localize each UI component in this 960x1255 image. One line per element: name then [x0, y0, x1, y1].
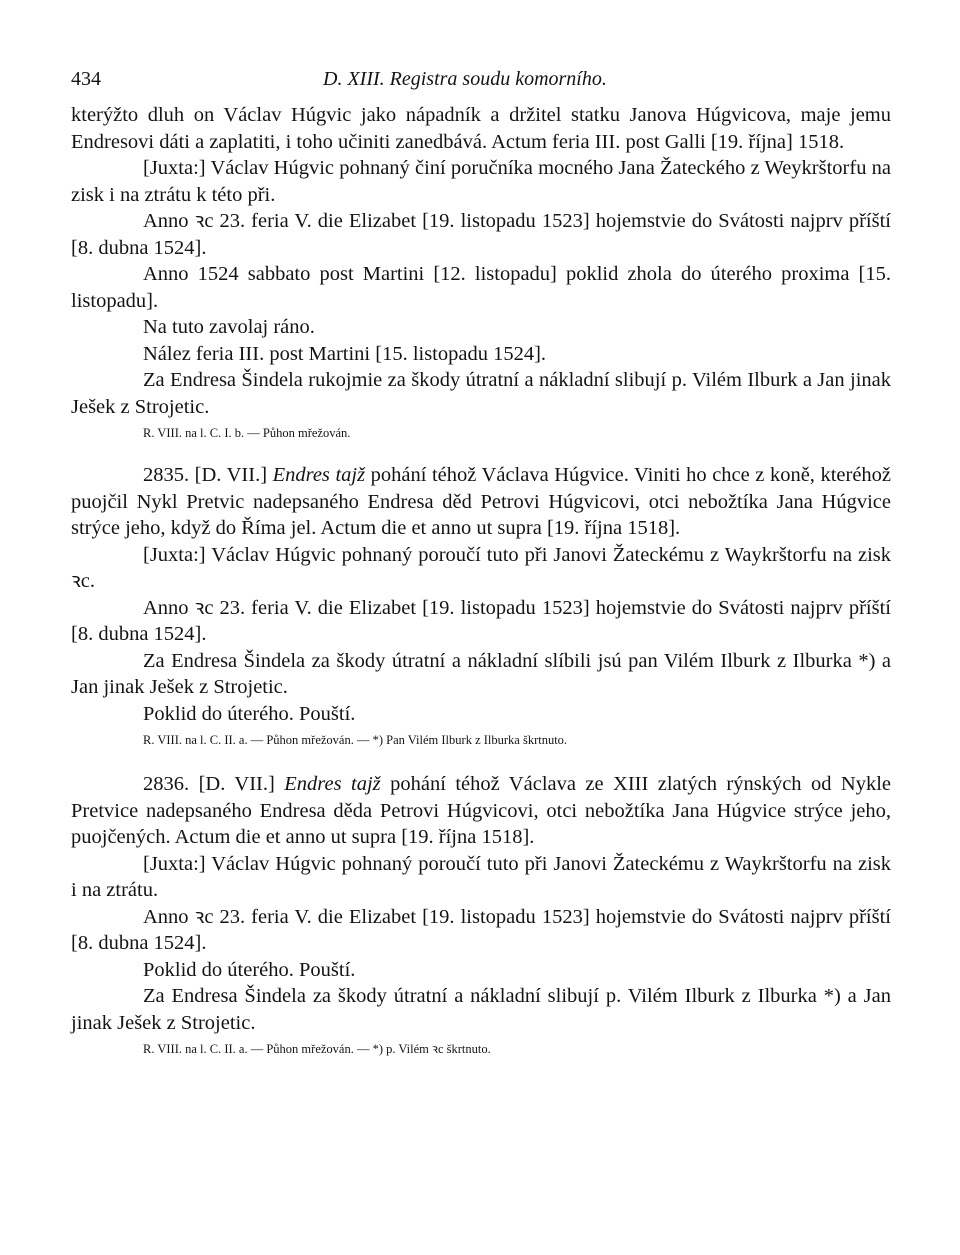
page-header [71, 68, 891, 102]
page-number: 434 [71, 68, 101, 90]
footnote: R. VIII. na l. C. I. b. — Půhon mřežován. [143, 426, 351, 440]
spacer [71, 750, 891, 771]
entry-number: 2835. [D. VII.] [143, 464, 268, 486]
paragraph: Poklid do úterého. Pouští. [143, 958, 356, 981]
paragraph: [Juxta:] Václav Húgvic pohnaný poroučí tuto při Janovi Žateckému z Waykrštorfu na zisk ꝛc. [71, 543, 891, 592]
paragraph: Nález feria III. post Martini [15. listopadu 1524]. [143, 342, 547, 365]
paragraph [71, 462, 891, 542]
paragraph: Za Endresa Šindela rukojmie za škody útratní a nákladní slibují p. Vilém Ilburk a Jan jinak Ješek z Strojetic. [71, 369, 891, 418]
party-name: Endres tajž [284, 773, 381, 795]
entry-continued [71, 102, 891, 443]
paragraph-text: pohání téhož Václava Húgvice. Viniti ho chce z koně, kteréhož puojčil Nykl Pretvic nadepsaného Endresa děd Petrovi Húgvicovi, otci nebožtíka Jana Húgvice strýce jeho, když do Říma jel. Actum die et anno ut supra [19. října 1518]. [71, 464, 892, 539]
running-title: D. XIII. Registra soudu komorního. [323, 68, 607, 90]
footnote: R. VIII. na l. C. II. a. — Půhon mřežován. — *) p. Vilém ꝛc škrtnuto. [143, 1042, 491, 1056]
paragraph-text: pohání téhož Václava ze XIII zlatých rýnských od Nykle Pretvice nadepsaného Endresa děda Petrovi Húgvicovi, otci nebožtíka Jana Húgvice strýce jeho, puojčených. Actum die et anno ut supra [19. října 1518]. [71, 773, 892, 848]
paragraph: Anno 1524 sabbato post Martini [12. listopadu] poklid zhola do úterého proxima [15. listopadu]. [71, 263, 891, 312]
document-page [71, 68, 891, 1059]
document-body [71, 102, 891, 1059]
entry-2836 [71, 771, 891, 1059]
paragraph: Na tuto zavolaj ráno. [143, 316, 315, 338]
spacer [71, 443, 891, 462]
paragraph: [Juxta:] Václav Húgvic pohnaný činí poručníka mocného Jana Žateckého z Weykrštorfu na zisk i na ztrátu k této při. [71, 157, 891, 206]
paragraph: Za Endresa Šindela za škody útratní a nákladní slíbili jsú pan Vilém Ilburk z Ilburka *) a Jan jinak Ješek z Strojetic. [71, 649, 891, 698]
paragraph: Anno ꝛc 23. feria V. die Elizabet [19. listopadu 1523] hojemstvie do Svátosti najprv příští [8. dubna 1524]. [71, 210, 891, 259]
paragraph: Poklid do úterého. Pouští. [143, 702, 356, 725]
party-name: Endres tajž [272, 464, 366, 486]
entry-2835 [71, 462, 891, 750]
paragraph: [Juxta:] Václav Húgvic pohnaný poroučí tuto při Janovi Žateckému z Waykrštorfu na zisk i na ztrátu. [71, 852, 891, 901]
paragraph: Anno ꝛc 23. feria V. die Elizabet [19. listopadu 1523] hojemstvie do Svátosti najprv příští [8. dubna 1524]. [71, 905, 891, 954]
footnote: R. VIII. na l. C. II. a. — Půhon mřežován. — *) Pan Vilém Ilburk z Ilburka škrtnuto. [143, 733, 568, 747]
paragraph: Anno ꝛc 23. feria V. die Elizabet [19. listopadu 1523] hojemstvie do Svátosti najprv příští [8. dubna 1524]. [71, 596, 891, 645]
paragraph: Za Endresa Šindela za škody útratní a nákladní slibují p. Vilém Ilburk z Ilburka *) a Jan jinak Ješek z Strojetic. [71, 985, 891, 1034]
entry-number: 2836. [D. VII.] [143, 773, 275, 795]
paragraph [71, 771, 891, 851]
paragraph: kterýžto dluh on Václav Húgvic jako nápadník a držitel statku Janova Húgvicova, maje jemu Endresovi dáti a zaplatiti, i toho učiniti zanedbává. Actum feria III. post Galli [19. října] 1518. [71, 104, 891, 153]
